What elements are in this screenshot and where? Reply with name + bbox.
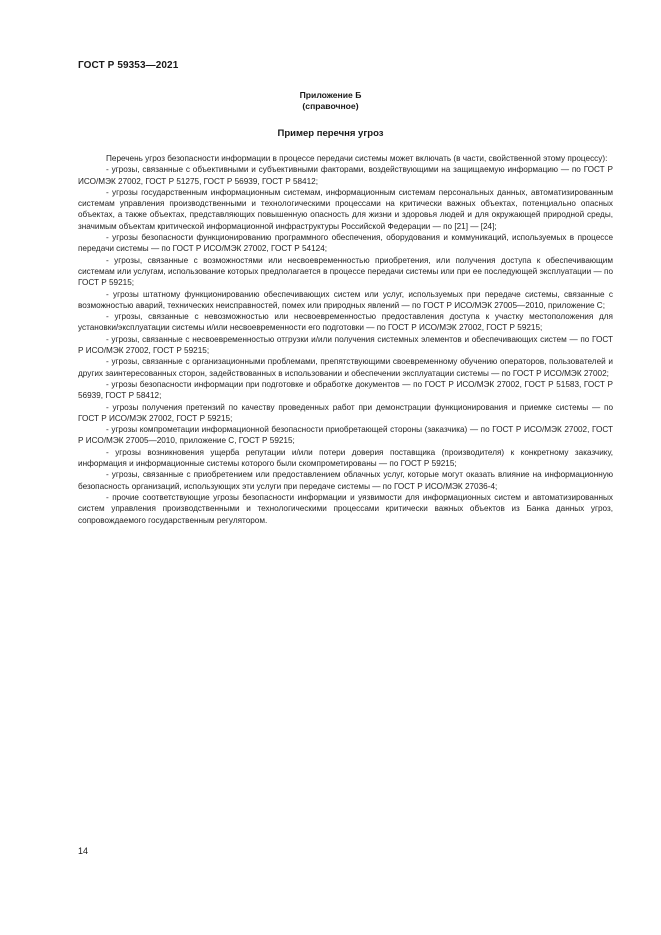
list-item: - угрозы, связанные с невозможностью или несвоевременностью предоставления доступа к участку местоположения для установки/эксплуатации системы и/или несвоевременности его подготовки — по ГОСТ Р ИСО/МЭК 27002, ГОСТ Р 59215; — [78, 312, 613, 333]
list-item: - прочие соответствующие угрозы безопасности информации и уязвимости для информационных систем и автоматизированных систем управления производственными и технологическими процессами критически важных объектов из Банка данных угроз, сопровождаемого государственным регулятором. — [78, 492, 613, 525]
list-item: - угрозы, связанные с несвоевременностью отгрузки и/или получения системных элементов и обеспечивающих систем — по ГОСТ Р ИСО/МЭК 27002, ГОСТ Р 59215; — [78, 334, 613, 356]
page-number: 14 — [78, 846, 89, 856]
document-header: ГОСТ Р 59353—2021 — [78, 60, 179, 71]
threat-list — [78, 153, 613, 526]
intro-paragraph: Перечень угроз безопасности информации в процессе передачи системы может включать (в части, свойственной этому процессу): — [106, 154, 608, 163]
list-item: - угрозы безопасности информации при подготовке и обработке документов — по ГОСТ Р ИСО/МЭК 27002, ГОСТ Р 51583, ГОСТ Р 56939, ГОСТ Р 58412; — [78, 379, 613, 401]
list-item: - угрозы получения претензий по качеству проведенных работ при демонстрации функционирования и приемке системы — по ГОСТ Р ИСО/МЭК 27002, ГОСТ Р 59215; — [78, 402, 613, 423]
list-item: - угрозы возникновения ущерба репутации и/или потери доверия поставщика (производителя) к конкретному заказчику, информация и информационные системы которого были скомпрометированы — по ГОСТ Р 59215; — [78, 447, 613, 469]
list-item: - угрозы, связанные с организационными проблемами, препятствующими своевременному обучению операторов, пользователей и других заинтересованных сторон, задействованных в использовании и обеспечении эксплуатации системы — по ГОСТ Р ИСО/МЭК 27002; — [78, 357, 613, 378]
list-item: - угрозы, связанные с приобретением или предоставлением облачных услуг, которые могут оказать влияние на информационную безопасность организаций, использующих эти услуги при передаче системы — по ГОСТ Р ИСО/МЭК 27036-4; — [78, 470, 613, 491]
list-item: - угрозы штатному функционированию обеспечивающих систем или услуг, используемых при передаче системы, связанные с возможностью аварий, технических неисправностей, помех или природных явлений — по ГОСТ Р ИСО/МЭК 27005—2010, приложение С; — [78, 289, 613, 310]
list-item: - угрозы, связанные с возможностями или несвоевременностью приобретения, или получения доступа к обеспечивающим системам или услугам, использование которых предполагается в процессе передачи системы или при ее последующей эксплуатации — по ГОСТ Р 59215; — [78, 255, 613, 288]
list-item: - угрозы безопасности функционированию программного обеспечения, оборудования и коммуникаций, используемых в процессе передачи системы — по ГОСТ Р ИСО/МЭК 27002, ГОСТ Р 54124; — [78, 233, 613, 254]
section-title: Пример перечня угроз — [277, 128, 384, 139]
list-item: - угрозы государственным информационным системам, информационным системам персональных данных, автоматизированным системам управления производственными и технологическими процессами на критически важных объектах, потенциально опасных объектах, а также объектах, представляющих повышенную опасность для жизни и здоровья людей и для окружающей природной среды, значимым объектам критической информационной инфраструктуры Российской Федерации — по [21] — [24]; — [78, 187, 613, 231]
list-item: - угрозы компрометации информационной безопасности приобретающей стороны (заказчика) — по ГОСТ Р ИСО/МЭК 27002, ГОСТ Р ИСО/МЭК 27005—2010, приложение С, ГОСТ Р 59215; — [78, 425, 613, 446]
annex-heading — [78, 90, 583, 112]
annex-subtitle: (справочное) — [302, 101, 359, 111]
list-item: - угрозы, связанные с объективными и субъективными факторами, воздействующими на защищаемую информацию — по ГОСТ Р ИСО/МЭК 27002, ГОСТ Р 51275, ГОСТ Р 56939, ГОСТ Р 58412; — [78, 165, 613, 186]
annex-title: Приложение Б — [299, 90, 362, 100]
